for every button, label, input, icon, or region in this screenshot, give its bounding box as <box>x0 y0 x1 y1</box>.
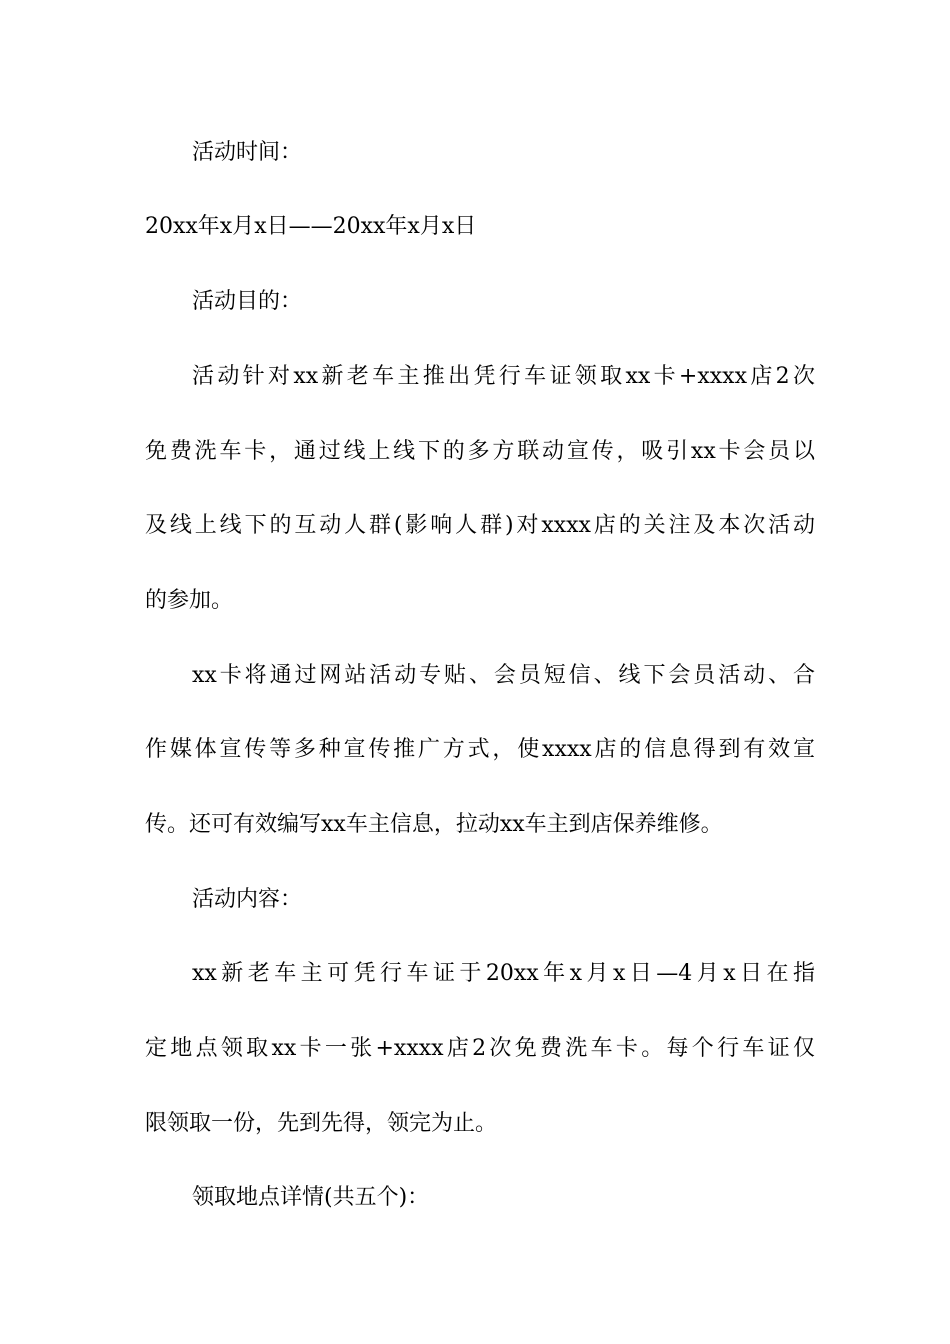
purpose-paragraph-2-line-3: 传。还可有效编写xx车主信息，拉动xx车主到店保养维修。 <box>145 812 723 837</box>
content-paragraph-1-line-3: 限领取一份，先到先得，领完为止。 <box>145 1111 498 1136</box>
heading-activity-time: 活动时间： <box>192 140 303 165</box>
purpose-paragraph-1-line-4: 的参加。 <box>145 588 234 613</box>
purpose-paragraph-1-line-2: 免费洗车卡，通过线上线下的多方联动宣传，吸引xx卡会员以 <box>145 439 815 464</box>
purpose-paragraph-2-line-1: xx卡将通过网站活动专贴、会员短信、线下会员活动、合 <box>192 663 815 688</box>
content-paragraph-1-line-2: 定地点领取xx卡一张+xxxx店2次免费洗车卡。每个行车证仅 <box>145 1036 815 1061</box>
activity-date-range: 20xx年x月x日——20xx年x月x日 <box>145 214 477 239</box>
heading-activity-content: 活动内容： <box>192 887 303 912</box>
purpose-paragraph-1-line-3: 及线上线下的互动人群(影响人群)对xxxx店的关注及本次活动 <box>145 513 815 538</box>
heading-pickup-locations: 领取地点详情(共五个)： <box>192 1185 430 1210</box>
content-paragraph-1-line-1: xx新老车主可凭行车证于20xx年x月x日—4月x日在指 <box>192 961 815 986</box>
purpose-paragraph-1-line-1: 活动针对xx新老车主推出凭行车证领取xx卡+xxxx店2次 <box>192 364 815 389</box>
purpose-paragraph-2-line-2: 作媒体宣传等多种宣传推广方式，使xxxx店的信息得到有效宣 <box>145 737 815 762</box>
heading-activity-purpose: 活动目的： <box>192 289 303 314</box>
